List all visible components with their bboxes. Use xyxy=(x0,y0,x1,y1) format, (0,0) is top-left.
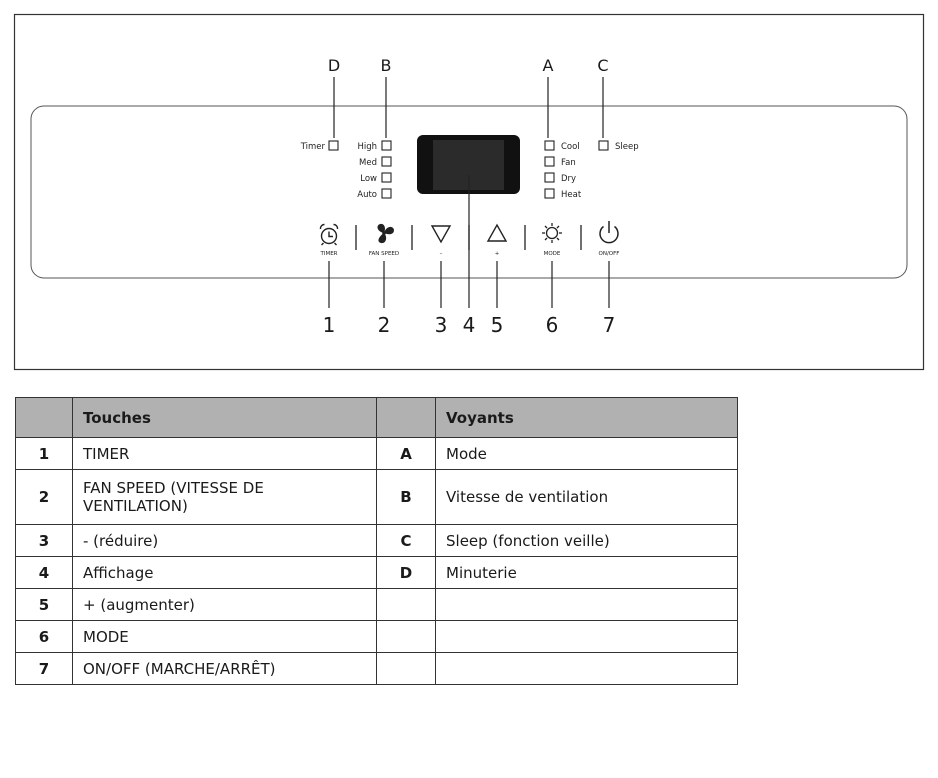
fan-speed-button[interactable] xyxy=(369,224,399,257)
header-touches: Touches xyxy=(73,398,377,438)
sleep-indicator-label: Sleep xyxy=(615,142,639,152)
indicator-letter xyxy=(377,589,436,621)
indicator-letter xyxy=(377,621,436,653)
power-icon xyxy=(600,221,618,243)
timer-indicator-light xyxy=(329,141,338,150)
button-number: 1 xyxy=(16,438,73,470)
header-key-col xyxy=(377,398,436,438)
mode-heat-label: Heat xyxy=(561,190,582,200)
plus-button-label: + xyxy=(494,251,500,257)
button-number: 7 xyxy=(16,653,73,685)
indicator-description xyxy=(436,621,738,653)
sleep-indicator-light xyxy=(599,141,608,150)
fan-speed-med-light xyxy=(382,157,391,166)
plus-button[interactable] xyxy=(488,225,506,257)
table-row xyxy=(16,438,738,470)
table-row xyxy=(16,525,738,557)
callout-number-7: 7 xyxy=(602,313,616,337)
button-description: TIMER xyxy=(73,438,377,470)
fan-speed-auto-label: Auto xyxy=(357,190,377,200)
indicator-description xyxy=(436,653,738,685)
fan-speed-low-light xyxy=(382,173,391,182)
alarm-clock-icon xyxy=(320,224,337,245)
callout-number-2: 2 xyxy=(377,313,391,337)
callout-letter-c: C xyxy=(597,56,609,75)
indicator-description: Vitesse de ventilation xyxy=(436,470,738,525)
minus-button-label: – xyxy=(439,251,443,257)
table-row xyxy=(16,557,738,589)
up-triangle-icon xyxy=(488,225,506,241)
mode-fan-label: Fan xyxy=(561,158,576,168)
minus-button[interactable] xyxy=(432,226,450,257)
indicator-description: Sleep (fonction veille) xyxy=(436,525,738,557)
power-button[interactable] xyxy=(599,221,620,257)
timer-button[interactable] xyxy=(319,224,337,257)
indicator-description xyxy=(436,589,738,621)
table-row xyxy=(16,653,738,685)
callout-letter-b: B xyxy=(380,56,392,75)
indicator-description: Minuterie xyxy=(436,557,738,589)
indicator-letter: A xyxy=(377,438,436,470)
fan-speed-button-label: FAN SPEED xyxy=(368,251,400,257)
fan-speed-auto-light xyxy=(382,189,391,198)
mode-cool-label: Cool xyxy=(561,142,580,152)
callout-letter-a: A xyxy=(542,56,554,75)
indicator-description: Mode xyxy=(436,438,738,470)
button-description: + (augmenter) xyxy=(73,589,377,621)
control-panel-diagram xyxy=(0,0,938,380)
mode-cool-light xyxy=(545,141,554,150)
mode-fan-light xyxy=(545,157,554,166)
mode-button[interactable] xyxy=(542,223,562,257)
top-leader-lines xyxy=(334,77,603,138)
indicator-letter: C xyxy=(377,525,436,557)
callout-number-4: 4 xyxy=(462,313,476,337)
legend-header-row xyxy=(16,398,738,438)
mode-dry-light xyxy=(545,173,554,182)
indicator-letter xyxy=(377,653,436,685)
fan-speed-med-label: Med xyxy=(359,158,377,168)
indicator-letter: B xyxy=(377,470,436,525)
button-description: FAN SPEED (VITESSE DE VENTILATION) xyxy=(73,470,377,525)
mode-heat-light xyxy=(545,189,554,198)
table-row xyxy=(16,589,738,621)
table-row xyxy=(16,470,738,525)
callout-number-1: 1 xyxy=(322,313,336,337)
button-number: 3 xyxy=(16,525,73,557)
button-description: - (réduire) xyxy=(73,525,377,557)
callout-letter-d: D xyxy=(327,56,341,75)
button-number: 2 xyxy=(16,470,73,525)
fan-speed-low-label: Low xyxy=(360,174,377,184)
mode-dry-label: Dry xyxy=(561,174,577,184)
timer-indicator-label: Timer xyxy=(300,142,325,152)
power-button-label: ON/OFF xyxy=(598,251,620,257)
mode-button-label: MODE xyxy=(543,251,561,257)
table-row xyxy=(16,621,738,653)
legend-table xyxy=(15,397,738,685)
header-voyants: Voyants xyxy=(436,398,738,438)
fan-icon xyxy=(377,224,394,243)
button-description: MODE xyxy=(73,621,377,653)
down-triangle-icon xyxy=(432,226,450,242)
fan-speed-high-light xyxy=(382,141,391,150)
callout-number-6: 6 xyxy=(545,313,559,337)
timer-button-label: TIMER xyxy=(320,251,338,257)
button-description: ON/OFF (MARCHE/ARRÊT) xyxy=(73,653,377,685)
header-key-col xyxy=(16,398,73,438)
indicator-letter: D xyxy=(377,557,436,589)
callout-number-3: 3 xyxy=(434,313,448,337)
button-number: 5 xyxy=(16,589,73,621)
sun-icon xyxy=(542,223,562,243)
callout-number-5: 5 xyxy=(490,313,504,337)
button-number: 6 xyxy=(16,621,73,653)
fan-speed-high-label: High xyxy=(357,142,377,152)
button-number: 4 xyxy=(16,557,73,589)
button-description: Affichage xyxy=(73,557,377,589)
